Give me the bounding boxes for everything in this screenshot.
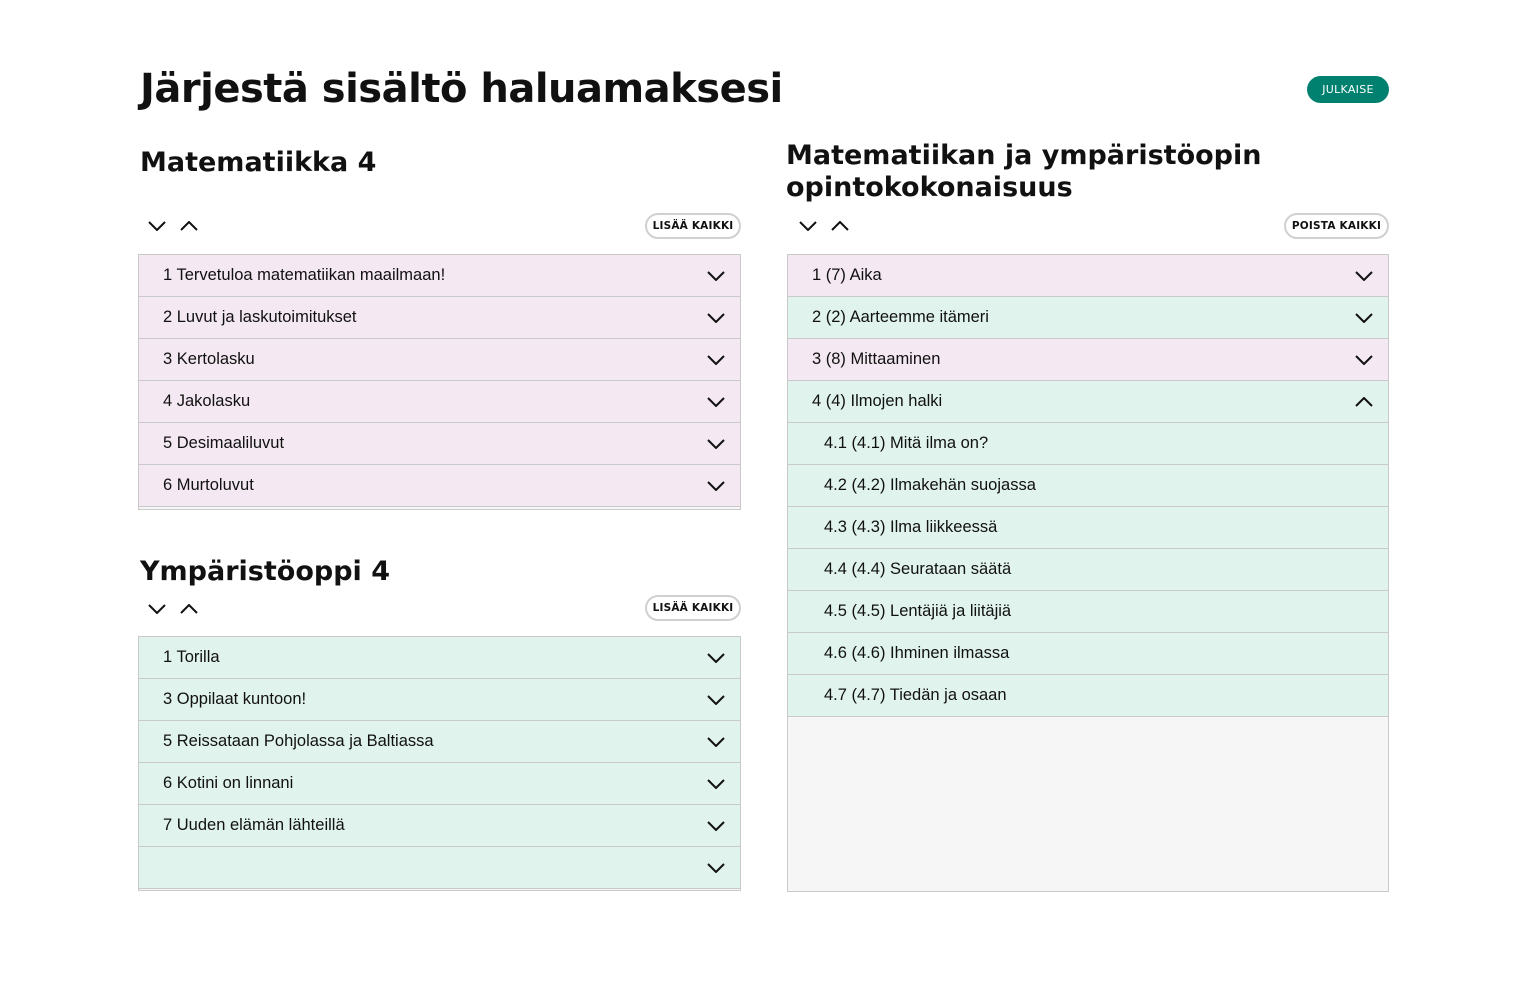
list-item[interactable]	[139, 423, 740, 465]
list-item-label: 1 Tervetuloa matematiikan maailmaan!	[163, 266, 446, 284]
list-item[interactable]	[788, 507, 1388, 549]
env-section-title: Ympäristöoppi 4	[140, 556, 390, 587]
list-item-label: 2 Luvut ja laskutoimitukset	[163, 308, 357, 326]
chevron-down-icon[interactable]	[1354, 350, 1374, 370]
list-item-label: 3 Oppilaat kuntoon!	[163, 690, 307, 708]
combined-collapse-all-button[interactable]	[826, 214, 854, 238]
chevron-down-icon	[799, 219, 817, 234]
list-item[interactable]	[788, 549, 1388, 591]
list-item-label: 3 (8) Mittaaminen	[812, 350, 941, 368]
list-item-label: 4.1 (4.1) Mitä ilma on?	[824, 434, 989, 452]
env-collapse-all-button[interactable]	[175, 597, 203, 621]
list-item-label: 1 Torilla	[163, 648, 220, 666]
list-item-label: 7 Uuden elämän lähteillä	[163, 816, 345, 834]
math-expand-all-button[interactable]	[143, 214, 171, 238]
env-list	[138, 636, 741, 891]
list-item[interactable]	[139, 297, 740, 339]
math-list	[138, 254, 741, 510]
combined-list	[787, 254, 1389, 892]
chevron-down-icon	[148, 219, 166, 234]
list-item[interactable]	[139, 805, 740, 847]
chevron-up-icon	[180, 602, 198, 617]
chevron-down-icon[interactable]	[706, 350, 726, 370]
list-item[interactable]	[139, 381, 740, 423]
chevron-up-icon[interactable]	[1354, 392, 1374, 412]
chevron-down-icon	[148, 602, 166, 617]
list-item[interactable]	[788, 633, 1388, 675]
list-item[interactable]	[788, 339, 1388, 381]
combined-section-title	[786, 140, 1261, 204]
chevron-up-icon	[831, 219, 849, 234]
list-item[interactable]	[139, 465, 740, 507]
chevron-down-icon[interactable]	[706, 690, 726, 710]
chevron-down-icon[interactable]	[706, 434, 726, 454]
chevron-down-icon[interactable]	[706, 816, 726, 836]
env-expand-all-button[interactable]	[143, 597, 171, 621]
list-item[interactable]	[788, 675, 1388, 717]
list-item[interactable]	[139, 763, 740, 805]
chevron-down-icon[interactable]	[1354, 308, 1374, 328]
list-item-label: 4 (4) Ilmojen halki	[812, 392, 943, 410]
chevron-down-icon[interactable]	[706, 308, 726, 328]
list-item[interactable]	[139, 721, 740, 763]
combined-expand-all-button[interactable]	[794, 214, 822, 238]
list-item-label: 4.3 (4.3) Ilma liikkeessä	[824, 518, 998, 536]
chevron-down-icon[interactable]	[706, 648, 726, 668]
chevron-up-icon	[180, 219, 198, 234]
list-item-label: 4.7 (4.7) Tiedän ja osaan	[824, 686, 1007, 704]
math-section-title: Matematiikka 4	[140, 147, 377, 178]
list-item[interactable]	[788, 297, 1388, 339]
list-item[interactable]	[139, 339, 740, 381]
list-item[interactable]	[139, 255, 740, 297]
list-item-label: 4.4 (4.4) Seurataan säätä	[824, 560, 1012, 578]
list-item[interactable]	[139, 679, 740, 721]
env-add-all-button[interactable]: LISÄÄ KAIKKI	[645, 595, 741, 621]
list-item[interactable]	[788, 591, 1388, 633]
list-item[interactable]	[788, 255, 1388, 297]
list-item-label: 2 (2) Aarteemme itämeri	[812, 308, 989, 326]
list-item-label: 4.2 (4.2) Ilmakehän suojassa	[824, 476, 1036, 494]
combined-remove-all-button[interactable]: POISTA KAIKKI	[1284, 213, 1389, 239]
list-item[interactable]	[788, 465, 1388, 507]
list-item-label: 6 Kotini on linnani	[163, 774, 294, 792]
chevron-down-icon[interactable]	[706, 774, 726, 794]
list-item-label: 4 Jakolasku	[163, 392, 251, 410]
math-collapse-all-button[interactable]	[175, 214, 203, 238]
list-item-label: 5 Desimaaliluvut	[163, 434, 285, 452]
list-item[interactable]	[788, 381, 1388, 423]
list-item-label: 4.6 (4.6) Ihminen ilmassa	[824, 644, 1010, 662]
chevron-down-icon[interactable]	[706, 392, 726, 412]
page-title: Järjestä sisältö haluamaksesi	[140, 66, 783, 112]
chevron-down-icon[interactable]	[706, 476, 726, 496]
list-item-label: 5 Reissataan Pohjolassa ja Baltiassa	[163, 732, 434, 750]
list-item-label: 3 Kertolasku	[163, 350, 255, 368]
publish-button[interactable]: JULKAISE	[1307, 76, 1389, 103]
list-item[interactable]	[788, 423, 1388, 465]
math-add-all-button[interactable]: LISÄÄ KAIKKI	[645, 213, 741, 239]
combined-title-line2: opintokokonaisuus	[786, 172, 1073, 203]
list-item-label: 1 (7) Aika	[812, 266, 882, 284]
chevron-down-icon[interactable]	[706, 266, 726, 286]
list-item-label: 4.5 (4.5) Lentäjiä ja liitäjiä	[824, 602, 1012, 620]
list-item-label: 6 Murtoluvut	[163, 476, 254, 494]
combined-title-line1: Matematiikan ja ympäristöopin	[786, 140, 1262, 171]
chevron-down-icon[interactable]	[706, 732, 726, 752]
chevron-down-icon[interactable]	[1354, 266, 1374, 286]
list-item[interactable]	[139, 847, 740, 889]
chevron-down-icon[interactable]	[706, 858, 726, 878]
list-item[interactable]	[139, 637, 740, 679]
